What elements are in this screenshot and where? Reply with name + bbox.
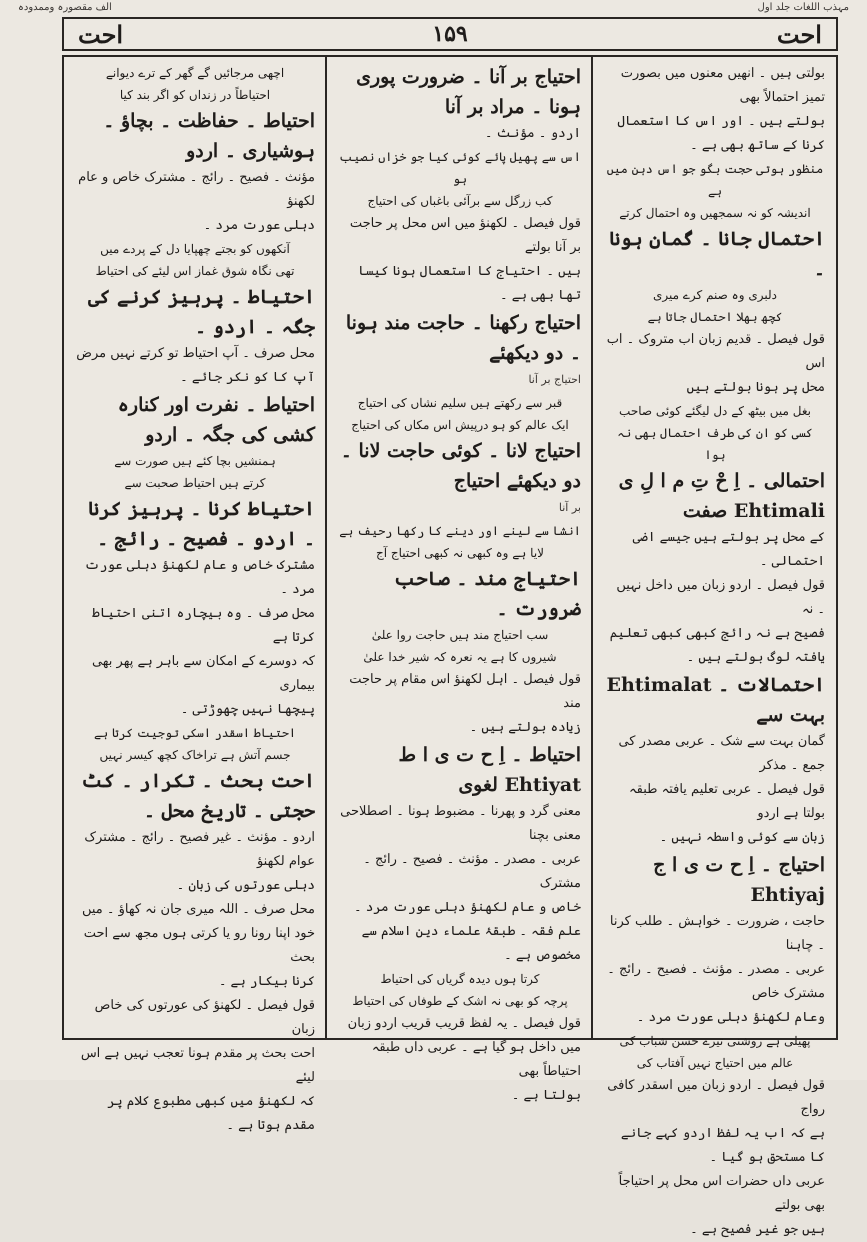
text-line: محل صرف ۔ اللہ میری جان نہ کھاؤ ۔ میں [81,902,315,917]
text-line: محل پر ہونا بولتے ہیں [686,380,825,395]
text-line: اردو ۔ مؤنث ۔ غیر فصیح ۔ رائج ۔ مشترک عوام لکھنؤ [84,830,315,869]
verse-line: کرتا ہوں دیدہ گریاں کی احتیاط [380,972,540,986]
verse-line: کرتے ہیں احتیاط صحبت سے [124,476,266,490]
headword-entry: احتیاط ۔ اِ ح ت ی ا ط Ehtiyat لغوی [398,744,581,796]
verse-line: آنکھوں کو بجتے چھپایا دل کے پردے میں [100,242,290,256]
text-line: کرنا بیکار ہے ۔ [218,974,315,989]
text-line: قول فیصل ۔ لکھنؤ کی عورتوں کی خاص زبان [94,998,315,1037]
header-guide-word-right: احت [776,19,822,49]
headword-entry: احتیاج مند ۔ صاحب ضرورت ۔ [394,568,581,620]
running-head [10,2,857,16]
text-line: بولتے ہیں ۔ اور اس کا استعمال کرنا کے ساتھ بھی ہے ۔ [617,114,825,153]
text-line: قول فیصل ۔ اہل لکھنؤ اس مقام پر حاجت مند [349,672,581,711]
text-line: احت بحث پر مقدم ہونا تعجب نہیں ہے اس لیئے [80,1046,315,1085]
text-line: ہے کہ اب یہ لفظ اردو کہے جانے کا مستحق ہو گیا ۔ [620,1126,825,1165]
text-line: محل صرف ۔ آپ احتیاط تو کرتے نہیں مرض [76,346,315,361]
cross-reference: بر آنا [558,501,581,514]
headword-entry: احتیاط کرنا ۔ پرہیز کرنا ۔ اردو ۔ فصیح ۔ رائج ۔ [88,498,315,550]
volume-note: مہذب اللغات جلد اول [757,2,849,13]
verse-line: ہمنشیں بچا کئے ہیں صورت سے [114,454,276,468]
text-line: خود اپنا رونا رو یا کرتی ہوں مجھ سے احت بحث [83,926,315,965]
verse-line: پرچہ کو بھی نہ اشک کے طوفاں کی احتیاط [352,994,568,1008]
verse-line: پھیلی ہے روشنی تیرے حسن شباب کی [619,1034,811,1048]
text-line: مشترک خاص و عام لکھنؤ دہلی عورت مرد ۔ [84,558,315,597]
verse-line: دلبری وہ صنم کرے میری [653,288,777,302]
verse-line: بغل میں بیٹھ کے دل لیگئے کوئی صاحب [619,404,811,418]
text-line: دہلی عورت مرد ۔ [203,218,315,233]
text-line: گمان بہت سے شک ۔ عربی مصدر کی جمع ۔ مذکر [618,734,825,773]
text-line: آپ کا کو نکر جائے ۔ [180,370,315,385]
column-right [597,62,833,1237]
text-line: زبان سے کوئی واسطہ نہیں ۔ [659,830,825,845]
headword-entry: احتمالات ۔ Ehtimalat بہت سے [606,674,825,726]
verse-line: اس سے پھیل پائے کوئی کیا جو خزاں نصیب ہو [339,150,581,186]
verse-line: اچھی مرجائیں گے گھر کے ترے دیوانے [105,66,285,80]
text-line: عربی داں حضرات اس محل پر احتیاجاً بھی بولتے [618,1174,825,1213]
text-line: کہ دوسرے کے امکان سے باہر ہے پھر بھی بیماری [91,654,315,693]
verse-line: قبر سے رکھتے ہیں سلیم نشاں کی احتیاج [357,396,563,410]
headword-entry: احتمالی ۔ اِ حْ تِ م ا لِ ی Ehtimali صفت [618,470,825,522]
page-header [62,17,838,51]
text-line: کے محل پر بولتے ہیں جیسے اضی احتمالی ۔ [632,530,825,569]
verse-line: شیروں کا ہے یہ نعرہ کہ شیر خدا علیٰ [363,650,557,664]
text-line: زیادہ بولتے ہیں ۔ [469,720,581,735]
headword-entry: احتیاج ۔ اِ ح ت ی ا ج Ehtiyaj [653,854,825,906]
verse-line: منظور ہوتی حجت بگو جو اس دہن میں ہے [606,162,824,198]
text-line: میں داخل ہو گیا ہے ۔ عربی داں طبقہ احتیاطاً بھی [371,1040,581,1079]
verse-line: ایک عالم کو ہو درپیش اس مکاں کی احتیاج [351,418,569,432]
headword-entry: احتیاط ۔ پرہیز کرنے کی جگہ ۔ اردو ۔ [88,286,315,338]
headword-entry: احتیاج رکھنا ۔ حاجت مند ہونا ۔ دو دیکھئے [345,312,581,364]
text-line: معنی گرد و پھرنا ۔ مضبوط ہونا ۔ اصطلاحی معنی بچنا [340,804,581,843]
text-line: ہیں ۔ احتیاج کا استعمال ہونا کیسا تھا بھی ہے ۔ [358,264,581,303]
text-line: وعام لکھنؤ دہلی عورت مرد ۔ [636,1010,825,1025]
verse-line: کب زرگل سے برآئی باغباں کی احتیاج [367,194,553,208]
text-line: عربی ۔ مصدر ۔ مؤنث ۔ فصیح ۔ رائج ۔ مشترک [363,852,581,891]
text-line: خاص و عام لکھنؤ دہلی عورت مرد ۔ [354,900,581,915]
headword-entry: احتیاج لانا ۔ کوئی حاجت لانا ۔ دو دیکھئے احتیاج [340,440,581,492]
text-line: فصیح ہے نہ رائج کبھی کبھی تعلیم یافتہ لوگ بولتے ہیں ۔ [609,626,825,665]
cross-reference: احتیاج بر آنا [528,373,581,386]
headword-entry: احتیاج بر آنا ۔ ضرورت پوری ہونا ۔ مراد بر آنا [356,66,581,118]
verse-line: احتیاطاً در زنداں کو اگر بند کیا [119,88,271,102]
headword-entry: احت بحث ۔ تکرار ۔ کٹ حجتی ۔ تاریخ محل ۔ [81,770,315,822]
verse-line: لایا ہے وہ کبھی نہ کبھی احتیاج آج [375,546,544,560]
text-line: محل صرف ۔ وہ بیچارہ اتنی احتیاط کرتا ہے [92,606,315,645]
text-line: حاجت ، ضرورت ۔ خواہش ۔ طلب کرنا ۔ چاہنا [609,914,825,953]
verse-line: تھی نگاہ شوق غماز اس لیئے کی احتیاط [95,264,295,278]
text-line: قول فیصل ۔ اردو زبان میں داخل نہیں ۔ نہ [616,578,825,617]
text-line: کہ لکھنؤ میں کبھی مطبوع کلام پر مقدم ہوتا ہے ۔ [107,1094,315,1133]
column-divider [325,55,327,1040]
headword-entry: احتمال جانا ۔ گمان ہونا ۔ [609,228,825,280]
text-line: بولتی ہیں ۔ انھیں معنوں میں بصورت تمیز احتمالاً بھی [620,66,825,105]
text-line: علم فقہ ۔ طبقۂ علماء دین اسلام سے مخصوص ہے ۔ [361,924,581,963]
headword-entry: احتیاط ۔ نفرت اور کنارہ کشی کی جگہ ۔ اردو [117,394,315,446]
header-guide-word-left: احت [78,19,124,49]
text-line: پیچھا نہیں چھوڑتی ۔ [180,702,315,717]
verse-line: انشا سے لینے اور دینے کا رکھا رحیف ہے [339,524,581,538]
verse-line: سب احتیاج مند ہیں حاجت روا علیٰ [371,628,549,642]
verse-line: جسم آتش ہے تراخاک کچھ کیسر نہیں [99,748,291,762]
text-line: قول فیصل ۔ لکھنؤ میں اس محل پر حاجت بر آنا بولتے [349,216,581,255]
text-line: اردو ۔ مؤنث ۔ [484,126,581,141]
verse-line: کسی کو ان کی طرف احتمال بھی نہ ہوا [617,426,813,462]
column-divider [591,55,593,1040]
verse-line: احتیاط اسقدر اسکی توجیت کرتا ہے [94,726,296,740]
column-left [67,62,323,1133]
text-line: قول فیصل ۔ عربی تعلیم یافتہ طبقہ بولتا ہے اردو [629,782,825,821]
text-line: قول فیصل ۔ اردو زبان میں اسقدر کافی رواج [607,1078,825,1117]
verse-line: عالم میں احتیاج نہیں آفتاب کی [636,1056,794,1070]
headword-entry: احتیاط ۔ حفاظت ۔ بچاؤ ۔ ہوشیاری ۔ اردو [103,110,315,162]
text-line: ہیں جو غیر فصیح ہے ۔ [690,1222,825,1237]
text-line: دہلی عورتوں کی زبان ۔ [176,878,315,893]
text-line: قول فیصل ۔ یہ لفظ قریب قریب اردو زبان [347,1016,581,1031]
text-line: مؤنث ۔ فصیح ۔ رائج ۔ مشترک خاص و عام لکھنؤ [78,170,315,209]
page-number: ۱۵۹ [432,21,468,47]
verse-line: کچھ بھلا احتمال جاتا ہے [647,310,783,324]
column-middle [331,62,589,1103]
text-line: بولتا ہے ۔ [511,1088,581,1103]
text-line: عربی ۔ مصدر ۔ مؤنث ۔ فصیح ۔ رائج ۔ مشترک خاص [607,962,825,1001]
verse-line: اندیشہ کو نہ سمجھیں وہ احتمال کرتے [619,206,811,220]
section-note: الف مقصورہ وممدودہ [18,2,112,13]
text-line: قول فیصل ۔ قدیم زبان اب متروک ۔ اب اس [606,332,825,371]
